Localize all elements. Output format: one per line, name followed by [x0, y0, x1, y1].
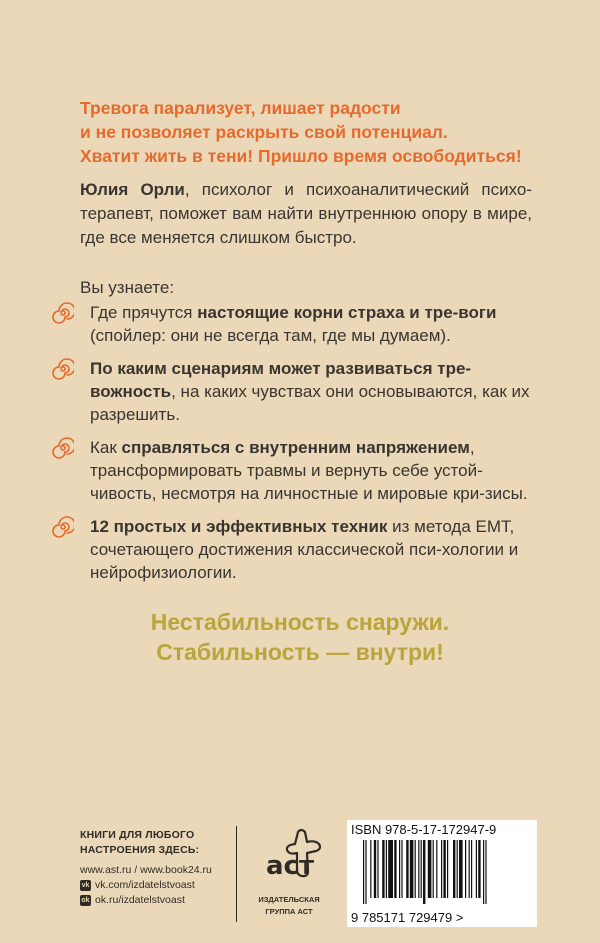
vk-icon: vk [81, 882, 90, 889]
author-name: Юлия Орли [80, 180, 185, 199]
footer-links [80, 828, 230, 908]
barcode-bars [363, 840, 525, 904]
svg-text:аст: аст [266, 851, 315, 881]
ok-icon: ok [81, 897, 90, 904]
footer-divider [236, 826, 237, 922]
ast-logo-icon [246, 826, 332, 888]
publisher-logo [246, 826, 332, 917]
footer-heading-2: НАСТРОЕНИЯ ЗДЕСЬ: [80, 844, 200, 856]
barcode-digits: 9 785171 729479 > [351, 910, 464, 925]
list-item: По каким сценариям может развиваться тре-вожность, на каких чувствах они основываются, как их разрешить. [52, 357, 532, 426]
slogan-line-1: Нестабильность снаружи. [150, 609, 450, 635]
footer-heading-1: КНИГИ ДЛЯ ЛЮБОГО [80, 829, 195, 841]
spiral-icon [52, 302, 74, 324]
spiral-icon [52, 516, 74, 538]
footer-ok: ok ok.ru/izdatelstvoast [81, 894, 185, 906]
intro-line-1: Тревога парализует, лишает радости [80, 98, 401, 118]
learn-heading: Вы узнаете: [80, 278, 175, 297]
intro-block [80, 96, 550, 168]
slogan-line-2: Стабильность — внутри! [156, 639, 444, 665]
spiral-icon [52, 437, 74, 459]
list-item: 12 простых и эффективных техник из метода ЕМТ, сочетающего достижения классической пси-хологии и нейрофизиологии. [52, 515, 532, 584]
footer-vk: vk vk.com/izdatelstvoast [81, 879, 195, 891]
bullet-list [52, 301, 532, 594]
intro-line-2: и не позволяет раскрыть свой потенциал. [80, 122, 448, 142]
publisher-caption-2: ГРУППА АСТ [265, 907, 313, 916]
slogan [0, 607, 600, 667]
barcode [347, 820, 537, 927]
intro-line-3: Хватит жить в тени! Пришло время освободиться! [80, 146, 522, 166]
isbn-number: ISBN 978-5-17-172947-9 [351, 822, 497, 837]
footer-sites: www.ast.ru / www.book24.ru [80, 864, 212, 876]
publisher-caption-1: ИЗДАТЕЛЬСКАЯ [258, 895, 320, 904]
list-item: Где прячутся настоящие корни страха и тре-воги (спойлер: они не всегда там, где мы думаем). [52, 301, 532, 347]
spiral-icon [52, 358, 74, 380]
list-item: Как справляться с внутренним напряжением, трансформировать травмы и вернуть себе устой-чивость, несмотря на личностные и мировые кри-зисы. [52, 436, 532, 505]
author-paragraph [80, 178, 532, 250]
author-description: , психолог и психоаналитический психо-терапевт, поможет вам найти внутреннюю опору в мире, где все меняется слишком быстро. [80, 180, 532, 247]
